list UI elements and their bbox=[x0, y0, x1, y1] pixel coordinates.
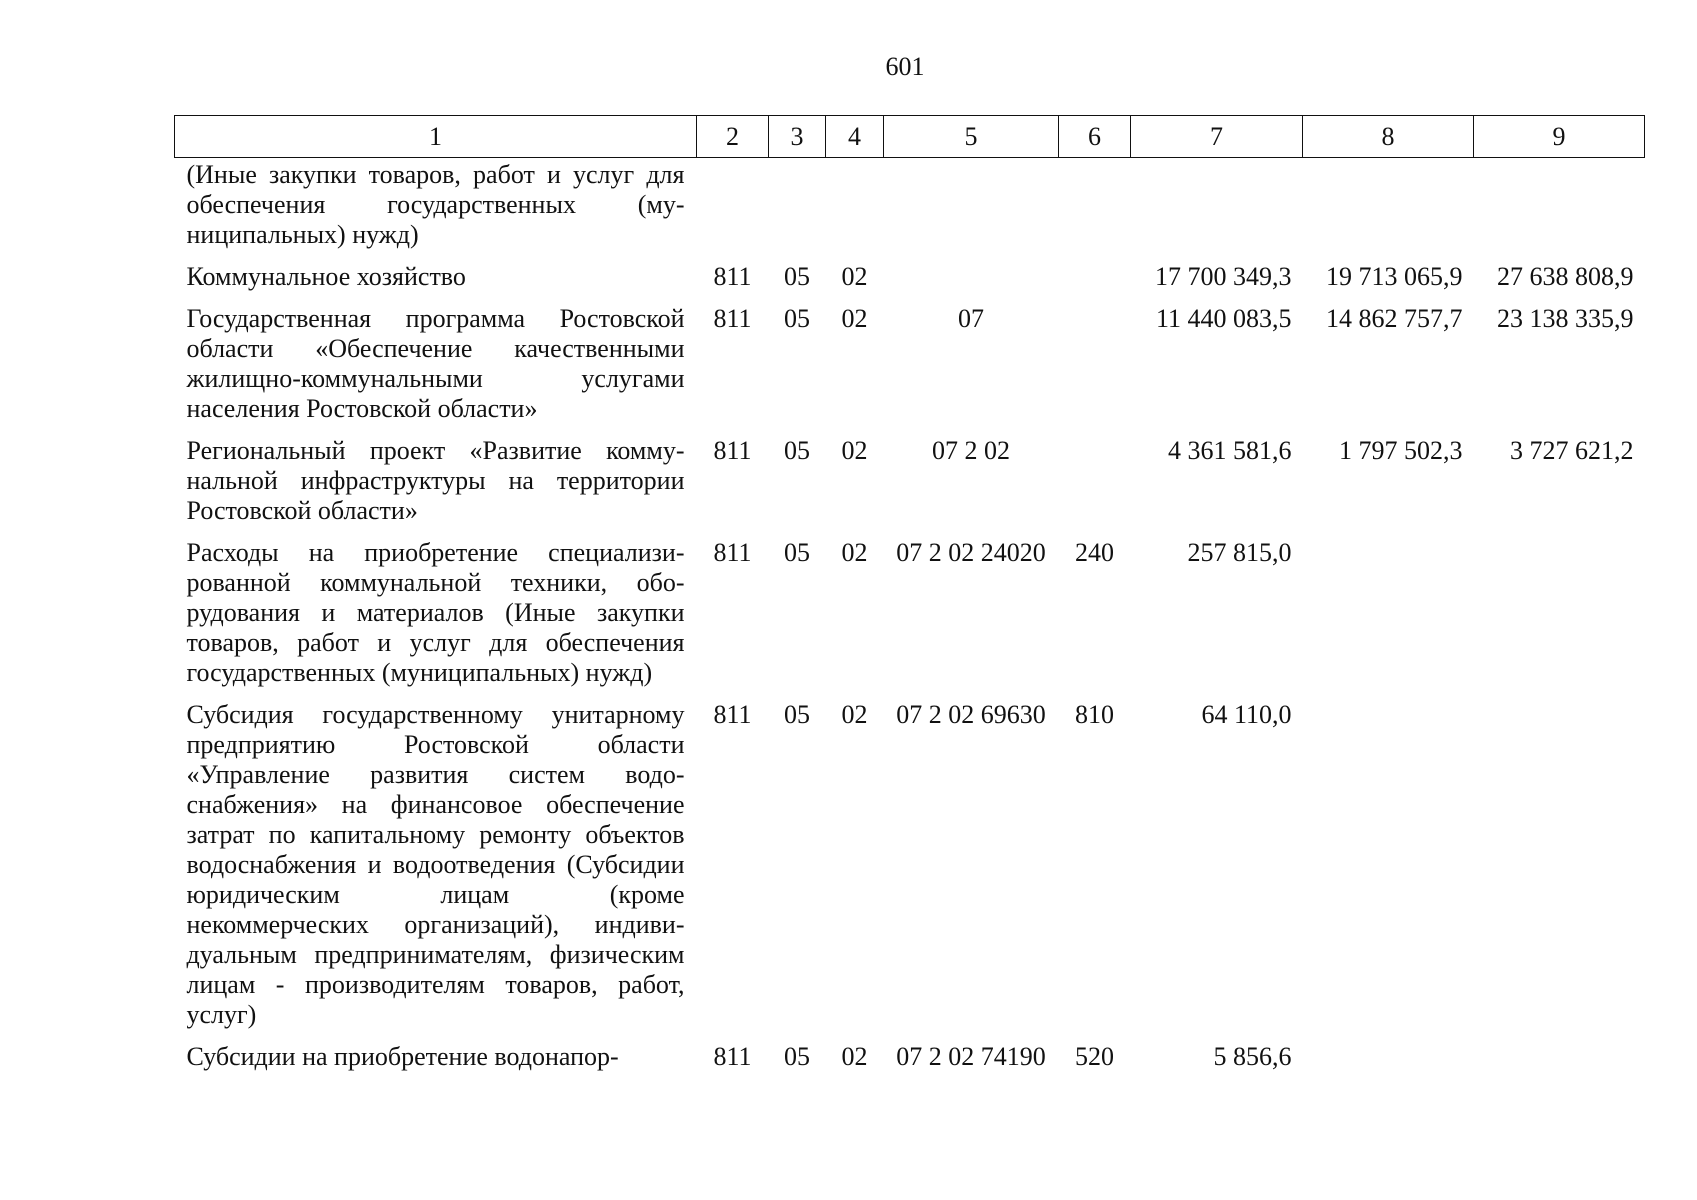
column-header: 2 bbox=[697, 116, 769, 158]
amount-col7: 5 856,6 bbox=[1213, 1042, 1292, 1071]
expense-type-code bbox=[1059, 304, 1131, 436]
amount-col9 bbox=[1474, 158, 1645, 263]
target-article-code: 07 2 02 24020 bbox=[896, 538, 1046, 567]
subsection-code: 02 bbox=[841, 538, 868, 567]
table-row bbox=[175, 1042, 1645, 1084]
expense-type-code: 810 bbox=[1075, 700, 1114, 729]
expense-type-code bbox=[1059, 158, 1131, 263]
amount-col7: 4 361 581,6 bbox=[1168, 436, 1292, 465]
target-article-code: 07 2 02 74190 bbox=[896, 1042, 1046, 1071]
ministry-code bbox=[697, 158, 769, 263]
ministry-code: 811 bbox=[713, 1042, 752, 1071]
expense-type-code bbox=[1059, 436, 1131, 538]
target-article-code: 07 bbox=[958, 304, 984, 333]
amount-col9: 3 727 621,2 bbox=[1510, 436, 1634, 465]
column-header: 9 bbox=[1474, 116, 1645, 158]
amount-col9: 23 138 335,9 bbox=[1497, 304, 1634, 333]
item-name: Государственная программа Ростовской области «Обеспечение качественными жилищно-коммунальными услугами населения Ростовской области» bbox=[186, 304, 685, 423]
target-article-code bbox=[884, 158, 1059, 263]
ministry-code: 811 bbox=[713, 538, 752, 567]
section-code: 05 bbox=[784, 1042, 810, 1071]
amount-col9: 27 638 808,9 bbox=[1497, 262, 1634, 291]
table-row bbox=[175, 262, 1645, 304]
ministry-code: 811 bbox=[713, 436, 752, 465]
item-name: Региональный проект «Развитие коммунальной инфраструктуры на территории Ростовской области» bbox=[186, 436, 685, 525]
amount-col8 bbox=[1303, 1042, 1474, 1084]
ministry-code: 811 bbox=[713, 700, 752, 729]
column-header: 7 bbox=[1131, 116, 1303, 158]
budget-table bbox=[174, 115, 1645, 1084]
item-name: Расходы на приобретение специализированной коммунальной техники, оборудования и материалов (Иные закупки товаров, работ и услуг для обеспечения государственных (муниципальных) нужд) bbox=[186, 538, 685, 687]
target-article-code: 07 2 02 69630 bbox=[896, 700, 1046, 729]
section-code: 05 bbox=[784, 304, 810, 333]
subsection-code bbox=[826, 158, 884, 263]
expense-type-code: 520 bbox=[1075, 1042, 1114, 1071]
amount-col7: 11 440 083,5 bbox=[1155, 304, 1292, 333]
amount-col8: 14 862 757,7 bbox=[1326, 304, 1463, 333]
subsection-code: 02 bbox=[841, 262, 868, 291]
column-header: 1 bbox=[175, 116, 697, 158]
amount-col8: 19 713 065,9 bbox=[1326, 262, 1463, 291]
item-name: Коммунальное хозяйство bbox=[186, 262, 466, 291]
table-row bbox=[175, 700, 1645, 1042]
section-code: 05 bbox=[784, 700, 810, 729]
amount-col8: 1 797 502,3 bbox=[1339, 436, 1463, 465]
expense-type-code: 240 bbox=[1075, 538, 1114, 567]
section-code: 05 bbox=[784, 436, 810, 465]
amount-col7: 257 815,0 bbox=[1187, 538, 1292, 567]
ministry-code: 811 bbox=[713, 304, 752, 333]
ministry-code: 811 bbox=[713, 262, 752, 291]
column-header: 5 bbox=[884, 116, 1059, 158]
amount-col8 bbox=[1303, 158, 1474, 263]
expense-type-code bbox=[1059, 262, 1131, 304]
section-code: 05 bbox=[784, 538, 810, 567]
target-article-code: 07 2 02 bbox=[932, 436, 1010, 465]
table-row bbox=[175, 158, 1645, 263]
column-header: 3 bbox=[769, 116, 826, 158]
amount-col8 bbox=[1303, 538, 1474, 700]
table-row bbox=[175, 304, 1645, 436]
section-code: 05 bbox=[784, 262, 810, 291]
amount-col7: 64 110,0 bbox=[1201, 700, 1292, 729]
item-name: (Иные закупки товаров, работ и услуг для обеспечения государственных (муниципальных) нужд) bbox=[186, 160, 685, 249]
amount-col9 bbox=[1474, 1042, 1645, 1084]
column-header: 4 bbox=[826, 116, 884, 158]
column-header: 6 bbox=[1059, 116, 1131, 158]
amount-col9 bbox=[1474, 700, 1645, 1042]
amount-col7 bbox=[1131, 158, 1303, 263]
amount-col9 bbox=[1474, 538, 1645, 700]
target-article-code bbox=[884, 262, 1059, 304]
item-name: Субсидия государственному унитарному предприятию Ростовской области «Управление развития систем водоснабжения» на финансовое обеспечение затрат по капитальному ремонту объектов водоснабжения и водоотведения (Субсидии юридическим лицам (кроме некоммерческих организаций), индивидуальным предпринимателям, физическим лицам - производителям товаров, работ, услуг) bbox=[186, 700, 685, 1029]
section-code bbox=[769, 158, 826, 263]
table-row bbox=[175, 436, 1645, 538]
page-number: 601 bbox=[885, 52, 925, 81]
amount-col8 bbox=[1303, 700, 1474, 1042]
subsection-code: 02 bbox=[841, 436, 868, 465]
amount-col7: 17 700 349,3 bbox=[1155, 262, 1292, 291]
subsection-code: 02 bbox=[841, 304, 868, 333]
table-row bbox=[175, 538, 1645, 700]
column-number-header-row bbox=[175, 116, 1645, 158]
item-name: Субсидии на приобретение водонапор- bbox=[186, 1042, 619, 1071]
column-header: 8 bbox=[1303, 116, 1474, 158]
subsection-code: 02 bbox=[841, 1042, 868, 1071]
subsection-code: 02 bbox=[841, 700, 868, 729]
